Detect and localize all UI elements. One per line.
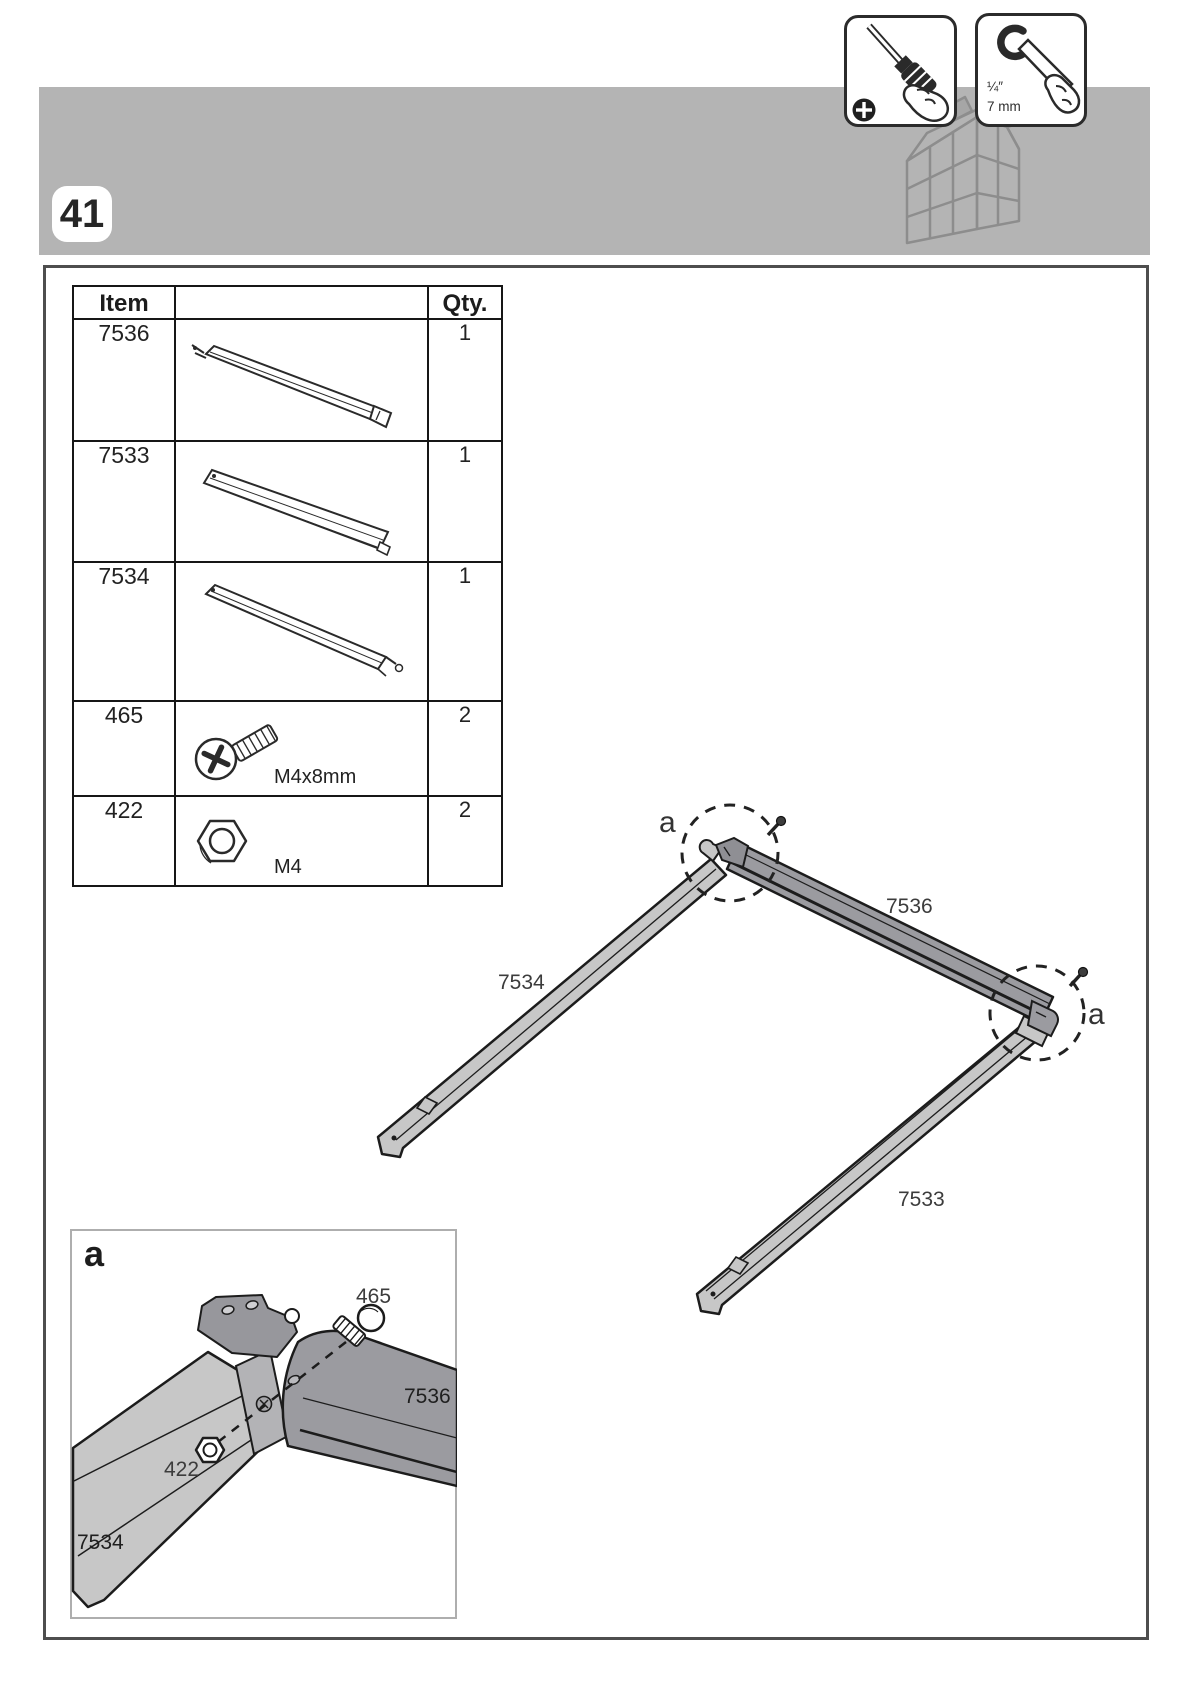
detail-marker-top: a (659, 806, 676, 839)
wrench-size-metric: 7 mm (987, 99, 1021, 114)
part-caption: M4x8mm (274, 766, 357, 788)
illustration-column-header (175, 286, 428, 319)
main-assembly-diagram (340, 730, 1155, 1340)
inset-detail-diagram (70, 1229, 457, 1619)
table-row (73, 441, 502, 562)
part-qty: 2 (428, 701, 502, 796)
part-number: 7536 (73, 319, 175, 441)
inset-label-7534: 7534 (77, 1531, 124, 1554)
label-7536: 7536 (886, 895, 933, 918)
wrench-size-imperial: ¼″ (987, 79, 1004, 94)
part-caption: M4 (274, 856, 302, 878)
phillips-icon (853, 99, 876, 122)
screw-top (768, 817, 786, 836)
inset-rail-7536 (283, 1331, 457, 1486)
table-row (73, 562, 502, 701)
part-qty: 1 (428, 562, 502, 701)
label-7533: 7533 (898, 1188, 945, 1211)
detail-inset-box (70, 1229, 457, 1619)
rail-7534 (378, 859, 726, 1157)
part-number: 422 (73, 796, 175, 886)
rail-7536 (727, 843, 1053, 1023)
item-column-header: Item (73, 286, 175, 319)
qty-column-header: Qty. (428, 286, 502, 319)
label-7534: 7534 (498, 971, 545, 994)
inset-nut-422 (196, 1438, 224, 1462)
step-badge (52, 186, 112, 242)
inset-label-422: 422 (164, 1458, 200, 1481)
rail-7536-illustration (176, 320, 427, 435)
detail-marker-right: a (1088, 998, 1105, 1031)
hand-icon (904, 85, 948, 120)
hand-icon (1045, 75, 1079, 112)
table-header-row (73, 286, 502, 319)
tool-panel-screwdriver (844, 15, 957, 127)
inset-label-7536: 7536 (404, 1385, 451, 1408)
rail-7533-illustration (176, 442, 427, 556)
part-qty: 2 (428, 796, 502, 886)
part-qty: 1 (428, 441, 502, 562)
inset-bracket (198, 1295, 299, 1357)
screw-right (1070, 968, 1088, 987)
inset-title: a (84, 1233, 105, 1274)
rail-7533 (697, 1015, 1048, 1314)
step-number: 41 (59, 191, 105, 236)
part-number: 7534 (73, 562, 175, 701)
part-qty: 1 (428, 319, 502, 441)
part-number: 7533 (73, 441, 175, 562)
tool-panel-wrench (975, 13, 1087, 127)
phillips-screwdriver-icon (847, 18, 953, 123)
rail-7534-illustration (176, 563, 427, 695)
table-row (73, 319, 502, 441)
part-number: 465 (73, 701, 175, 796)
inset-label-465: 465 (356, 1285, 392, 1308)
